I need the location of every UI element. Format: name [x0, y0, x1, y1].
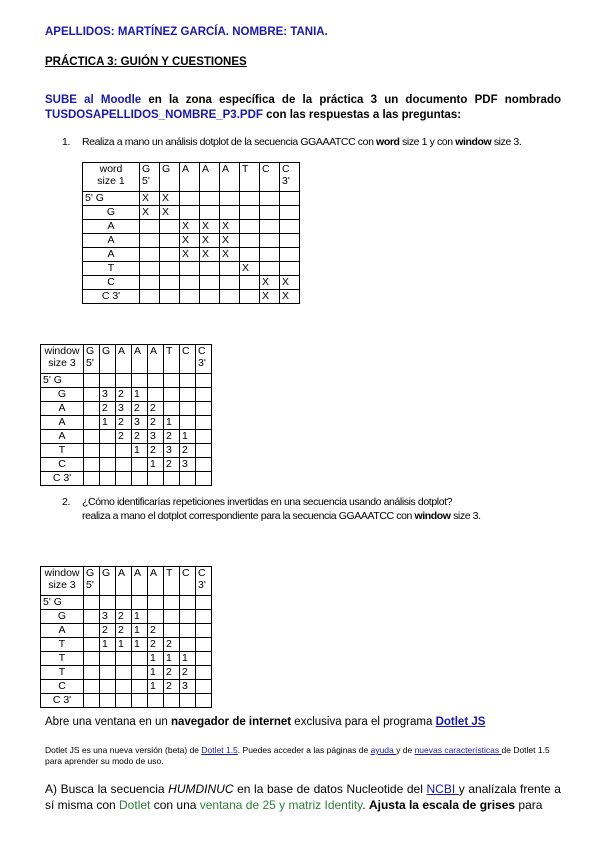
dot-cell — [220, 262, 240, 276]
dot-cell — [100, 374, 116, 388]
dot-cell — [196, 416, 212, 430]
dot-cell: X — [180, 248, 200, 262]
dot-cell — [164, 694, 180, 708]
row-label: A — [83, 234, 140, 248]
table-row — [41, 680, 212, 694]
row-label: 5' G — [41, 596, 84, 610]
dot-cell: 1 — [148, 666, 164, 680]
dot-cell — [116, 694, 132, 708]
dot-cell — [180, 694, 196, 708]
dot-cell — [132, 374, 148, 388]
table-row — [41, 402, 212, 416]
dot-cell — [132, 596, 148, 610]
dot-cell — [164, 610, 180, 624]
intro-text: en la zona específica de la práctica 3 un documento PDF nombrado — [141, 94, 561, 106]
dot-cell — [100, 652, 116, 666]
dot-cell — [196, 472, 212, 486]
dot-cell: 2 — [116, 430, 132, 444]
dot-cell: X — [160, 192, 180, 206]
dot-cell — [100, 694, 116, 708]
table-row — [41, 596, 212, 610]
dot-cell — [116, 472, 132, 486]
dot-cell — [180, 416, 196, 430]
dotlet-name: Dotlet — [119, 798, 151, 812]
dot-cell: 3 — [148, 430, 164, 444]
column-header: T — [164, 345, 180, 374]
row-label: C — [41, 458, 84, 472]
dot-cell — [100, 472, 116, 486]
dot-cell — [180, 388, 196, 402]
dot-cell: 2 — [148, 444, 164, 458]
dot-cell — [164, 388, 180, 402]
dot-cell — [196, 388, 212, 402]
dot-cell: X — [160, 206, 180, 220]
dotlet15-link[interactable]: Dotlet 1.5 — [201, 745, 238, 755]
dot-cell: X — [140, 192, 160, 206]
dot-cell — [132, 458, 148, 472]
dot-cell — [84, 666, 100, 680]
dot-cell — [220, 206, 240, 220]
dot-cell: X — [180, 220, 200, 234]
dot-cell — [280, 192, 300, 206]
dot-cell — [84, 694, 100, 708]
dotlet-note: Dotlet JS es una nueva versión (beta) de Dotlet 1.5. Puedes acceder a las páginas de ayuda y de nuevas características de Dotlet 1.5 para aprender su modo de uso. — [45, 745, 550, 766]
dot-cell — [280, 234, 300, 248]
dot-cell — [180, 472, 196, 486]
column-header: A — [132, 345, 148, 374]
part-a-paragraph: A) Busca la secuencia HUMDINUC en la base de datos Nucleotide del NCBI y analízala frente a sí misma con Dotlet con una ventana de 25 y matriz Identity. Ajusta la escala de grises para — [45, 782, 561, 812]
column-header: G 5' — [84, 567, 100, 596]
dot-cell — [240, 220, 260, 234]
table-row — [83, 192, 300, 206]
dot-cell — [260, 192, 280, 206]
dot-cell — [164, 596, 180, 610]
table-row — [83, 220, 300, 234]
dot-cell — [84, 624, 100, 638]
column-header: G 5' — [140, 163, 160, 192]
row-label: T — [41, 638, 84, 652]
dot-cell — [140, 262, 160, 276]
column-header: A — [148, 567, 164, 596]
dot-cell: 1 — [180, 652, 196, 666]
dot-cell — [260, 248, 280, 262]
dot-cell — [196, 652, 212, 666]
row-label: C 3' — [41, 472, 84, 486]
dot-cell: 3 — [164, 444, 180, 458]
table-row — [41, 666, 212, 680]
dot-cell: X — [240, 262, 260, 276]
row-label: T — [83, 262, 140, 276]
dot-cell — [280, 220, 300, 234]
row-label: A — [41, 402, 84, 416]
dot-cell: X — [220, 220, 240, 234]
dot-cell — [240, 206, 260, 220]
dot-cell — [84, 402, 100, 416]
column-header: C 3' — [196, 345, 212, 374]
row-label: C 3' — [41, 694, 84, 708]
dot-cell — [132, 694, 148, 708]
dot-cell: 2 — [180, 444, 196, 458]
dot-cell — [240, 276, 260, 290]
row-label: G — [41, 610, 84, 624]
dot-cell — [164, 472, 180, 486]
dot-cell — [200, 206, 220, 220]
dot-cell — [84, 680, 100, 694]
column-header: C 3' — [280, 163, 300, 192]
dot-cell — [180, 276, 200, 290]
table-row — [41, 694, 212, 708]
dot-cell — [116, 666, 132, 680]
dot-cell — [132, 680, 148, 694]
dot-cell — [180, 374, 196, 388]
column-header: T — [240, 163, 260, 192]
column-header: A — [148, 345, 164, 374]
dot-cell — [148, 610, 164, 624]
dot-cell: 2 — [116, 388, 132, 402]
table-row — [41, 388, 212, 402]
table-row — [41, 374, 212, 388]
row-label: C — [41, 680, 84, 694]
dot-cell — [164, 374, 180, 388]
row-label: A — [41, 416, 84, 430]
dot-cell: 2 — [164, 666, 180, 680]
dot-cell: 3 — [116, 402, 132, 416]
dot-cell: 1 — [148, 458, 164, 472]
column-header: A — [220, 163, 240, 192]
dot-cell: 1 — [164, 416, 180, 430]
dot-cell — [84, 388, 100, 402]
dot-cell — [200, 276, 220, 290]
column-header: C — [260, 163, 280, 192]
q2-line1: ¿Cómo identificarías repeticiones invertidas en una secuencia usando análisis dotplot? — [82, 496, 453, 508]
dotplot-table-inverted — [40, 566, 212, 708]
table-row — [41, 458, 212, 472]
intro-moodle: SUBE al Moodle — [45, 94, 142, 106]
dot-cell: 1 — [100, 638, 116, 652]
table-row — [41, 416, 212, 430]
dot-cell — [196, 624, 212, 638]
table-row — [41, 430, 212, 444]
dot-cell — [140, 220, 160, 234]
dot-cell — [100, 430, 116, 444]
dot-cell: 1 — [180, 430, 196, 444]
table-row — [83, 248, 300, 262]
help-link[interactable]: ayuda — [370, 745, 397, 755]
dot-cell: 2 — [116, 624, 132, 638]
corner-cell: window size 3 — [41, 345, 84, 374]
dot-cell — [240, 248, 260, 262]
column-header: T — [164, 567, 180, 596]
dot-cell — [280, 206, 300, 220]
dot-cell — [196, 458, 212, 472]
column-header: C — [180, 345, 196, 374]
dotlet-line: Abre una ventana en un navegador de internet exclusiva para el programa Dotlet JS — [45, 716, 486, 728]
dot-cell — [164, 402, 180, 416]
q1-text: Realiza a mano un análisis dotplot de la secuencia GGAAATCC con word size 1 y con window size 3. — [82, 136, 522, 148]
dot-cell: X — [220, 234, 240, 248]
table-row — [83, 262, 300, 276]
dot-cell — [116, 596, 132, 610]
dot-cell — [148, 694, 164, 708]
table-row — [41, 652, 212, 666]
dot-cell: X — [260, 290, 280, 304]
sequence-name: HUMDINUC — [168, 782, 234, 796]
row-label: G — [83, 206, 140, 220]
dot-cell — [260, 206, 280, 220]
dot-cell — [180, 206, 200, 220]
dot-cell — [240, 234, 260, 248]
dot-cell: 2 — [164, 680, 180, 694]
dot-cell — [84, 596, 100, 610]
dot-cell — [180, 596, 196, 610]
corner-cell: window size 3 — [41, 567, 84, 596]
column-header: A — [180, 163, 200, 192]
dot-cell — [84, 458, 100, 472]
table-row — [41, 472, 212, 486]
dot-cell — [220, 276, 240, 290]
dot-cell: X — [220, 248, 240, 262]
dot-cell: 1 — [132, 624, 148, 638]
dot-cell: 1 — [132, 388, 148, 402]
dot-cell — [280, 248, 300, 262]
dot-cell — [160, 220, 180, 234]
dot-cell — [116, 652, 132, 666]
intro-filename: TUSDOSAPELLIDOS_NOMBRE_P3.PDF — [45, 109, 263, 121]
dot-cell — [164, 624, 180, 638]
dot-cell — [132, 472, 148, 486]
row-label: 5' G — [83, 192, 140, 206]
dot-cell — [84, 416, 100, 430]
dot-cell — [148, 374, 164, 388]
dot-cell — [196, 430, 212, 444]
table-row — [83, 290, 300, 304]
dot-cell — [140, 248, 160, 262]
dot-cell: 1 — [132, 638, 148, 652]
dot-cell: 2 — [148, 416, 164, 430]
new-features-link[interactable]: nuevas características — [414, 745, 502, 755]
dot-cell: 1 — [132, 444, 148, 458]
dot-cell — [160, 262, 180, 276]
column-header: A — [116, 567, 132, 596]
dot-cell — [140, 290, 160, 304]
dot-cell: X — [200, 248, 220, 262]
dot-cell — [240, 290, 260, 304]
dot-cell — [180, 610, 196, 624]
corner-cell: word size 1 — [83, 163, 140, 192]
dot-cell — [100, 680, 116, 694]
row-label: T — [41, 652, 84, 666]
dot-cell: 1 — [148, 680, 164, 694]
dot-cell: X — [140, 206, 160, 220]
dot-cell — [180, 290, 200, 304]
dot-cell: 1 — [148, 652, 164, 666]
row-label: C — [83, 276, 140, 290]
dot-cell — [220, 290, 240, 304]
dot-cell — [148, 388, 164, 402]
dot-cell — [260, 262, 280, 276]
column-header: G — [100, 567, 116, 596]
table-row — [83, 276, 300, 290]
table-row — [41, 610, 212, 624]
dot-cell — [196, 638, 212, 652]
dot-cell: 1 — [132, 610, 148, 624]
dot-cell: 3 — [100, 610, 116, 624]
dot-cell — [116, 444, 132, 458]
column-header: G — [100, 345, 116, 374]
dot-cell — [180, 638, 196, 652]
dot-cell — [180, 624, 196, 638]
q2-line2: realiza a mano el dotplot correspondiente para la secuencia GGAAATCC con window size 3. — [82, 510, 481, 522]
dot-cell — [100, 444, 116, 458]
intro-paragraph — [45, 93, 561, 123]
dot-cell — [148, 596, 164, 610]
dot-cell — [116, 374, 132, 388]
dot-cell — [132, 666, 148, 680]
dot-cell: 2 — [116, 416, 132, 430]
dot-cell — [220, 192, 240, 206]
dot-cell — [100, 458, 116, 472]
row-label: C 3' — [83, 290, 140, 304]
ncbi-link[interactable]: NCBI — [426, 782, 459, 796]
dot-cell: 2 — [148, 402, 164, 416]
dot-cell — [140, 234, 160, 248]
dot-cell — [200, 192, 220, 206]
row-label: T — [41, 444, 84, 458]
section-title: PRÁCTICA 3: GUIÓN Y CUESTIONES — [45, 56, 247, 68]
table-row — [41, 624, 212, 638]
row-label: T — [41, 666, 84, 680]
dot-cell — [196, 694, 212, 708]
dot-cell: 2 — [164, 458, 180, 472]
dot-cell — [196, 444, 212, 458]
dot-cell: 2 — [148, 624, 164, 638]
dot-cell — [160, 234, 180, 248]
dot-cell — [116, 458, 132, 472]
dot-cell: 1 — [164, 652, 180, 666]
dot-cell: X — [280, 276, 300, 290]
dot-cell: 3 — [180, 680, 196, 694]
dot-cell — [160, 276, 180, 290]
dotplot-table-window3 — [40, 344, 212, 486]
row-label: G — [41, 388, 84, 402]
dot-cell — [196, 680, 212, 694]
dot-cell — [148, 472, 164, 486]
dot-cell — [196, 374, 212, 388]
dot-cell — [84, 472, 100, 486]
dot-cell: 1 — [100, 416, 116, 430]
dot-cell — [100, 596, 116, 610]
dot-cell — [260, 234, 280, 248]
column-header: C 3' — [196, 567, 212, 596]
q2-number: 2. — [62, 496, 70, 508]
dotplot-table-word1 — [82, 162, 300, 304]
dot-cell: X — [200, 220, 220, 234]
dot-cell — [116, 680, 132, 694]
dot-cell: 2 — [132, 402, 148, 416]
q1-number: 1. — [62, 136, 70, 148]
dot-cell: 2 — [132, 430, 148, 444]
column-header: C — [180, 567, 196, 596]
dot-cell — [84, 652, 100, 666]
dotlet-js-link[interactable]: Dotlet JS — [435, 716, 486, 728]
dot-cell — [84, 444, 100, 458]
dot-cell — [200, 290, 220, 304]
dot-cell: 2 — [100, 402, 116, 416]
dot-cell — [84, 610, 100, 624]
column-header: A — [132, 567, 148, 596]
dot-cell — [180, 262, 200, 276]
dot-cell — [84, 430, 100, 444]
dot-cell: 2 — [116, 610, 132, 624]
table-row — [41, 444, 212, 458]
row-label: A — [83, 248, 140, 262]
dot-cell: 2 — [180, 666, 196, 680]
column-header: A — [200, 163, 220, 192]
dot-cell: X — [200, 234, 220, 248]
dot-cell: 1 — [116, 638, 132, 652]
dot-cell: 3 — [180, 458, 196, 472]
column-header: G — [160, 163, 180, 192]
window-settings: ventana de 25 y matriz Identity — [199, 798, 363, 812]
table-row — [41, 638, 212, 652]
dot-cell — [180, 192, 200, 206]
table-row — [83, 206, 300, 220]
dot-cell: X — [180, 234, 200, 248]
dot-cell — [196, 402, 212, 416]
dot-cell: 3 — [132, 416, 148, 430]
dot-cell — [196, 596, 212, 610]
row-label: 5' G — [41, 374, 84, 388]
dot-cell — [160, 248, 180, 262]
dot-cell — [280, 262, 300, 276]
dot-cell — [200, 262, 220, 276]
table-row — [83, 234, 300, 248]
dot-cell — [140, 276, 160, 290]
dot-cell — [240, 192, 260, 206]
dot-cell: 2 — [164, 638, 180, 652]
dot-cell: 3 — [100, 388, 116, 402]
dot-cell: 2 — [100, 624, 116, 638]
dot-cell — [84, 638, 100, 652]
name-line: APELLIDOS: MARTÍNEZ GARCÍA. NOMBRE: TANIA. — [45, 26, 328, 38]
dot-cell — [160, 290, 180, 304]
column-header: G 5' — [84, 345, 100, 374]
row-label: A — [41, 624, 84, 638]
row-label: A — [83, 220, 140, 234]
row-label: A — [41, 430, 84, 444]
dot-cell — [132, 652, 148, 666]
dot-cell — [196, 610, 212, 624]
dot-cell: X — [260, 276, 280, 290]
column-header: A — [116, 345, 132, 374]
dot-cell — [100, 666, 116, 680]
dot-cell: 2 — [164, 430, 180, 444]
dot-cell — [196, 666, 212, 680]
dot-cell — [84, 374, 100, 388]
dot-cell: 2 — [148, 638, 164, 652]
dot-cell — [180, 402, 196, 416]
dot-cell — [260, 220, 280, 234]
dot-cell: X — [280, 290, 300, 304]
intro-text-end: con las respuestas a las preguntas: — [262, 109, 462, 121]
